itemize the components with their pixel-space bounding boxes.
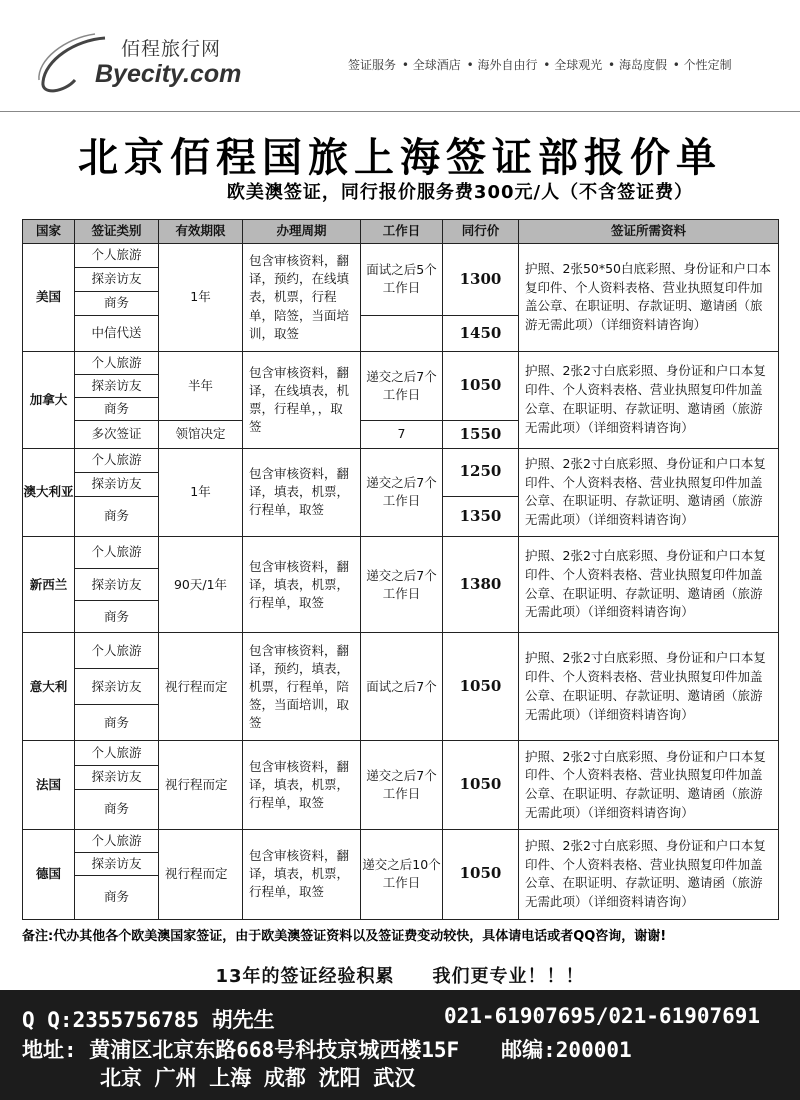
nav-item-hotels[interactable]: 全球酒店 [412,58,461,72]
country-australia: 澳大利亚 [23,448,75,536]
process: 包含审核资料，翻译，预约，填表，机票，行程单，陪签，当面培训，取签 [243,633,361,741]
process: 包含审核资料，翻译，在线填表，机票，行程单，，取签 [243,351,361,448]
visa-type: 商务 [75,876,159,920]
nav-item-visa[interactable]: 签证服务 [348,58,397,72]
price: 1380 [443,536,519,633]
page-title: 北京佰程国旅上海签证部报价单 [78,134,722,181]
table-header-row [23,220,779,244]
office-cities: 北京 广州 上海 成都 沈阳 武汉 [100,1066,416,1090]
logo-english-name: Byecity.com [95,60,242,88]
table-row [23,536,779,568]
header-process: 办理周期 [243,220,361,244]
table-row [23,351,779,374]
visa-type: 个人旅游 [75,351,159,374]
price: 1050 [443,633,519,741]
validity: 1年 [159,244,243,352]
country-germany: 德国 [23,829,75,919]
price: 1350 [443,496,519,536]
process: 包含审核资料，翻译，填表，机票，行程单，取签 [243,448,361,536]
byecity-logo[interactable] [35,26,255,98]
visa-type: 个人旅游 [75,448,159,472]
process: 包含审核资料，翻译，填表，机票，行程单，取签 [243,536,361,633]
visa-type: 个人旅游 [75,829,159,852]
remark-note: 备注:代办其他各个欧美澳国家签证，由于欧美澳签证资料以及签证费变动较快，具体请电话或者QQ咨询，谢谢! [22,929,667,944]
page-subtitle: 欧美澳签证，同行报价服务费300元/人（不含签证费） [226,182,694,203]
country-canada: 加拿大 [23,351,75,448]
contact-footer [0,990,800,1100]
visa-type: 商务 [75,496,159,536]
workdays: 面试之后5个工作日 [361,244,443,316]
site-header [0,0,800,112]
visa-type: 商务 [75,789,159,829]
required-docs: 护照、2张2寸白底彩照、身份证和户口本复印件、个人资料表格、营业执照复印件加盖公章、在职证明、存款证明、邀请函（旅游无需此项）（详细资料请咨询） [519,351,779,448]
header-docs: 签证所需资料 [519,220,779,244]
validity: 90天/1年 [159,536,243,633]
service-nav: 签证服务 • 全球酒店 • 海外自由行 • 全球观光 • 海岛度假 • 个性定制 [348,58,732,72]
validity: 视行程而定 [159,741,243,829]
required-docs: 护照、2张2寸白底彩照、身份证和户口本复印件、个人资料表格、营业执照复印件加盖公章、在职证明、存款证明、邀请函（旅游无需此项）（详细资料请咨询） [519,633,779,741]
nav-item-free-travel[interactable]: 海外自由行 [477,58,538,72]
nav-item-sightseeing[interactable]: 全球观光 [554,58,603,72]
price: 1050 [443,741,519,829]
price: 1450 [443,315,519,351]
workdays: 递交之后7个工作日 [361,351,443,420]
required-docs: 护照、2张50*50白底彩照、身份证和户口本复印件、个人资料表格、营业执照复印件加盖公章、在职证明、存款证明、邀请函（旅游无需此项）（详细资料请咨询） [519,244,779,352]
required-docs: 护照、2张2寸白底彩照、身份证和户口本复印件、个人资料表格、营业执照复印件加盖公章、在职证明、存款证明、邀请函（旅游无需此项）（详细资料请咨询） [519,829,779,919]
validity: 视行程而定 [159,633,243,741]
phone-numbers[interactable]: 021-61907695/021-61907691 [444,1004,761,1028]
table-row [23,244,779,268]
required-docs: 护照、2张2寸白底彩照、身份证和户口本复印件、个人资料表格、营业执照复印件加盖公章、在职证明、存款证明、邀请函（旅游无需此项）（详细资料请咨询） [519,741,779,829]
nav-item-custom[interactable]: 个性定制 [683,58,732,72]
price: 1050 [443,829,519,919]
workdays: 递交之后7个工作日 [361,741,443,829]
workdays: 7 [361,421,443,448]
country-france: 法国 [23,741,75,829]
header-price: 同行价 [443,220,519,244]
price: 1300 [443,244,519,316]
visa-type: 多次签证 [75,421,159,448]
visa-type: 个人旅游 [75,244,159,268]
price: 1050 [443,351,519,420]
table-row [23,741,779,765]
nav-item-island[interactable]: 海岛度假 [618,58,667,72]
visa-type: 探亲访友 [75,472,159,496]
price-table [22,219,779,920]
visa-type: 商务 [75,291,159,315]
header-workdays: 工作日 [361,220,443,244]
table-row [23,633,779,669]
visa-type: 探亲访友 [75,375,159,398]
price: 1550 [443,421,519,448]
process: 包含审核资料，翻译，填表，机票，行程单，取签 [243,829,361,919]
required-docs: 护照、2张2寸白底彩照、身份证和户口本复印件、个人资料表格、营业执照复印件加盖公章、在职证明、存款证明、邀请函（旅游无需此项）（详细资料请咨询） [519,536,779,633]
header-visa-type: 签证类别 [75,220,159,244]
logo-chinese-name: 佰程旅行网 [121,38,222,60]
visa-type: 商务 [75,398,159,421]
table-row [23,448,779,472]
visa-type: 探亲访友 [75,669,159,705]
visa-type: 中信代送 [75,315,159,351]
header-validity: 有效期限 [159,220,243,244]
country-usa: 美国 [23,244,75,352]
visa-type: 商务 [75,705,159,741]
workdays: 递交之后7个工作日 [361,448,443,536]
country-italy: 意大利 [23,633,75,741]
address: 地址: 黄浦区北京东路668号科技京城西楼15F 邮编:200001 [22,1038,632,1062]
workdays: 递交之后7个工作日 [361,536,443,633]
workdays-blank [361,315,443,351]
header-country: 国家 [23,220,75,244]
required-docs: 护照、2张2寸白底彩照、身份证和户口本复印件、个人资料表格、营业执照复印件加盖公章、在职证明、存款证明、邀请函（旅游无需此项）（详细资料请咨询） [519,448,779,536]
qq-contact[interactable]: Q Q:2355756785 胡先生 [22,1008,275,1032]
table-row [23,829,779,852]
validity: 1年 [159,448,243,536]
visa-type: 个人旅游 [75,536,159,568]
process: 包含审核资料，翻译，预约，在线填表，机票，行程单，陪签，当面培训，取签 [243,244,361,352]
validity: 视行程而定 [159,829,243,919]
visa-type: 个人旅游 [75,633,159,669]
validity: 领馆决定 [159,421,243,448]
visa-type: 探亲访友 [75,569,159,601]
visa-type: 探亲访友 [75,267,159,291]
workdays: 递交之后10个工作日 [361,829,443,919]
visa-type: 探亲访友 [75,765,159,789]
workdays: 面试之后7个 [361,633,443,741]
validity: 半年 [159,351,243,420]
visa-type: 探亲访友 [75,852,159,875]
slogan: 13年的签证经验积累 我们更专业！！！ [215,966,585,987]
visa-type: 商务 [75,601,159,633]
price: 1250 [443,448,519,496]
visa-type: 个人旅游 [75,741,159,765]
country-newzealand: 新西兰 [23,536,75,633]
process: 包含审核资料，翻译，填表，机票，行程单，取签 [243,741,361,829]
